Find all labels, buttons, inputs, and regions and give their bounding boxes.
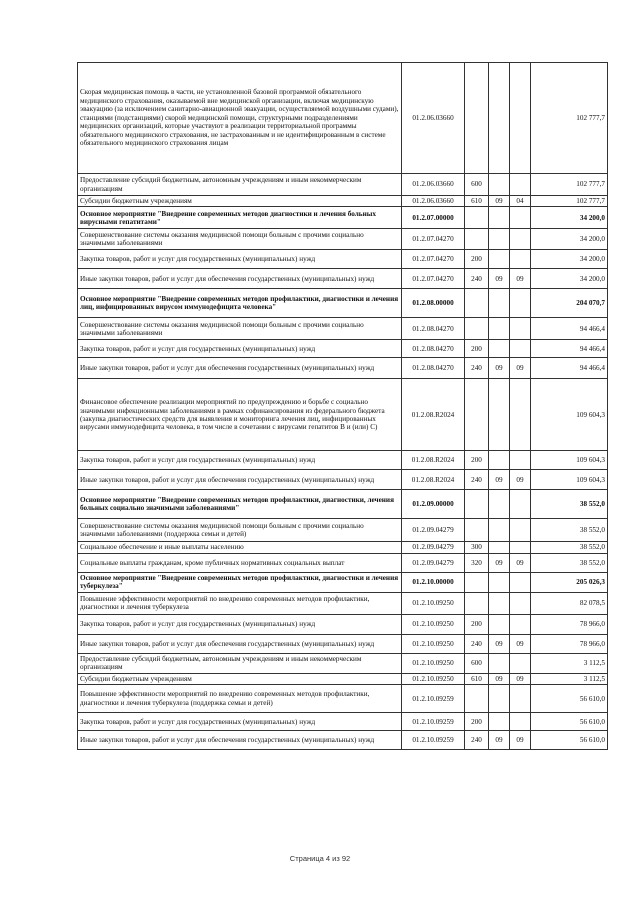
- row-amount: 56 610,0: [531, 731, 608, 750]
- row-code: 01.2.10.09250: [402, 673, 465, 684]
- row-code: 01.2.06.03660: [402, 174, 465, 196]
- table-row: [78, 379, 608, 451]
- table-row: [78, 207, 608, 229]
- row-section: 09: [489, 634, 510, 653]
- table-row: [78, 685, 608, 713]
- row-subsection: [510, 713, 531, 731]
- row-code: 01.2.10.09250: [402, 653, 465, 673]
- table-row: [78, 269, 608, 289]
- row-amount: 204 070,7: [531, 289, 608, 318]
- row-name: Предоставление субсидий бюджетным, автономным учреждениям и иным некоммерческим организациям: [78, 174, 402, 196]
- row-expense-type: [465, 207, 489, 229]
- row-subsection: [510, 519, 531, 542]
- row-name: Скорая медицинская помощь в части, не установленной базовой программой обязательного медицинского страхования, оказываемой вне медицинской организации, включая медицинскую эвакуацию (за исключением санитарно-авиационной эвакуации, осуществляемой воздушными судами), станциями (подстанциями) скорой медицинской помощи, структурными подразделениями медицинских организаций, которые участвуют в реализации территориальной программы обязательного медицинского страхования, не застрахованным и не идентифицированным в системе обязательного медицинского страхования лицам: [78, 63, 402, 174]
- row-expense-type: 200: [465, 451, 489, 470]
- row-name: Социальные выплаты гражданам, кроме публичных нормативных социальных выплат: [78, 553, 402, 572]
- row-amount: 3 112,5: [531, 653, 608, 673]
- row-expense-type: 240: [465, 358, 489, 379]
- row-section: [489, 340, 510, 358]
- row-expense-type: [465, 685, 489, 713]
- row-name: Предоставление субсидий бюджетным, автономным учреждениям и иным некоммерческим организациям: [78, 653, 402, 673]
- row-expense-type: 320: [465, 553, 489, 572]
- row-code: 01.2.08.04270: [402, 358, 465, 379]
- table-row: [78, 229, 608, 250]
- row-name: Социальное обеспечение и иные выплаты населению: [78, 542, 402, 553]
- row-expense-type: [465, 592, 489, 614]
- row-amount: 34 200,0: [531, 250, 608, 269]
- row-expense-type: [465, 379, 489, 451]
- row-expense-type: 200: [465, 614, 489, 634]
- row-name: Закупка товаров, работ и услуг для государственных (муниципальных) нужд: [78, 451, 402, 470]
- table-row: [78, 731, 608, 750]
- row-subsection: [510, 685, 531, 713]
- row-subsection: 09: [510, 358, 531, 379]
- row-section: 09: [489, 470, 510, 490]
- row-code: 01.2.10.09259: [402, 713, 465, 731]
- row-section: [489, 379, 510, 451]
- row-section: [489, 713, 510, 731]
- row-code: 01.2.10.09250: [402, 634, 465, 653]
- row-section: 09: [489, 358, 510, 379]
- row-code: 01.2.10.09250: [402, 592, 465, 614]
- row-amount: 109 604,3: [531, 470, 608, 490]
- row-code: 01.2.07.00000: [402, 207, 465, 229]
- row-expense-type: 300: [465, 542, 489, 553]
- row-expense-type: [465, 490, 489, 519]
- row-subsection: 09: [510, 553, 531, 572]
- row-code: 01.2.08.R2024: [402, 470, 465, 490]
- row-expense-type: 240: [465, 470, 489, 490]
- row-expense-type: 600: [465, 653, 489, 673]
- row-name: Закупка товаров, работ и услуг для государственных (муниципальных) нужд: [78, 250, 402, 269]
- row-subsection: [510, 451, 531, 470]
- row-code: 01.2.07.04270: [402, 269, 465, 289]
- row-section: 09: [489, 196, 510, 207]
- row-code: 01.2.09.00000: [402, 490, 465, 519]
- row-amount: 56 610,0: [531, 713, 608, 731]
- row-amount: 38 552,0: [531, 490, 608, 519]
- row-name: Основное мероприятие "Внедрение современных методов профилактики, диагностики и лечения туберкулеза": [78, 572, 402, 592]
- row-section: [489, 63, 510, 174]
- row-amount: 94 466,4: [531, 340, 608, 358]
- row-subsection: [510, 207, 531, 229]
- row-section: [489, 614, 510, 634]
- row-amount: 102 777,7: [531, 174, 608, 196]
- row-name: Иные закупки товаров, работ и услуг для обеспечения государственных (муниципальных) нужд: [78, 731, 402, 750]
- row-name: Повышение эффективности мероприятий по внедрению современных методов профилактики, диагностики и лечения туберкулеза (поддержка семьи и детей): [78, 685, 402, 713]
- row-subsection: 04: [510, 196, 531, 207]
- row-code: 01.2.08.R2024: [402, 451, 465, 470]
- row-amount: 102 777,7: [531, 196, 608, 207]
- row-subsection: [510, 379, 531, 451]
- row-subsection: 09: [510, 470, 531, 490]
- row-subsection: [510, 490, 531, 519]
- row-amount: 34 200,0: [531, 269, 608, 289]
- row-code: 01.2.08.R2024: [402, 379, 465, 451]
- row-name: Субсидии бюджетным учреждениям: [78, 673, 402, 684]
- row-expense-type: 610: [465, 673, 489, 684]
- table-row: [78, 592, 608, 614]
- row-name: Иные закупки товаров, работ и услуг для обеспечения государственных (муниципальных) нужд: [78, 358, 402, 379]
- row-section: [489, 174, 510, 196]
- row-subsection: 09: [510, 269, 531, 289]
- budget-page: [77, 62, 607, 750]
- row-amount: 78 966,0: [531, 614, 608, 634]
- row-subsection: [510, 63, 531, 174]
- row-code: 01.2.08.04270: [402, 318, 465, 340]
- row-expense-type: 600: [465, 174, 489, 196]
- row-expense-type: 610: [465, 196, 489, 207]
- table-row: [78, 63, 608, 174]
- row-subsection: 09: [510, 634, 531, 653]
- row-amount: 94 466,4: [531, 358, 608, 379]
- row-code: 01.2.10.09259: [402, 685, 465, 713]
- row-section: [489, 451, 510, 470]
- row-section: [489, 289, 510, 318]
- row-expense-type: 240: [465, 731, 489, 750]
- row-code: 01.2.07.04270: [402, 250, 465, 269]
- row-expense-type: 200: [465, 340, 489, 358]
- row-section: [489, 250, 510, 269]
- row-code: 01.2.06.03660: [402, 63, 465, 174]
- row-expense-type: [465, 289, 489, 318]
- row-name: Основное мероприятие "Внедрение современных методов профилактики, диагностики, лечения больных социально значимыми заболеваниями": [78, 490, 402, 519]
- table-row: [78, 542, 608, 553]
- row-section: [489, 685, 510, 713]
- row-name: Совершенствование системы оказания медицинской помощи больным с прочими социально значимыми заболеваниями (поддержка семьи и детей): [78, 519, 402, 542]
- row-section: 09: [489, 731, 510, 750]
- row-section: [489, 229, 510, 250]
- row-subsection: [510, 572, 531, 592]
- row-section: [489, 490, 510, 519]
- table-row: [78, 250, 608, 269]
- row-subsection: [510, 174, 531, 196]
- row-section: [489, 572, 510, 592]
- row-expense-type: 200: [465, 713, 489, 731]
- row-section: [489, 542, 510, 553]
- row-name: Субсидии бюджетным учреждениям: [78, 196, 402, 207]
- table-row: [78, 519, 608, 542]
- row-subsection: [510, 542, 531, 553]
- row-name: Иные закупки товаров, работ и услуг для обеспечения государственных (муниципальных) нужд: [78, 470, 402, 490]
- row-subsection: [510, 340, 531, 358]
- row-section: [489, 318, 510, 340]
- row-code: 01.2.09.04279: [402, 553, 465, 572]
- row-subsection: [510, 592, 531, 614]
- table-row: [78, 174, 608, 196]
- row-section: [489, 519, 510, 542]
- table-row: [78, 358, 608, 379]
- table-row: [78, 634, 608, 653]
- row-code: 01.2.10.09250: [402, 614, 465, 634]
- table-row: [78, 318, 608, 340]
- row-amount: 38 552,0: [531, 519, 608, 542]
- row-subsection: [510, 250, 531, 269]
- row-name: Финансовое обеспечение реализации мероприятий по предупреждению и борьбе с социально значимыми инфекционными заболеваниями в рамках софинансирования из федерального бюджета (закупка диагностических средств для выявления и мониторинга лечения лиц, инфицированных вирусами иммунодефицита человека, в том числе в сочетании с вирусами гепатитов В и (или) С): [78, 379, 402, 451]
- row-expense-type: [465, 519, 489, 542]
- row-expense-type: 200: [465, 250, 489, 269]
- table-row: [78, 490, 608, 519]
- row-section: 09: [489, 553, 510, 572]
- row-expense-type: 240: [465, 269, 489, 289]
- table-row: [78, 673, 608, 684]
- row-name: Закупка товаров, работ и услуг для государственных (муниципальных) нужд: [78, 340, 402, 358]
- row-subsection: [510, 318, 531, 340]
- row-amount: 34 200,0: [531, 229, 608, 250]
- table-row: [78, 553, 608, 572]
- budget-table: [77, 62, 608, 750]
- row-code: 01.2.08.04270: [402, 340, 465, 358]
- row-amount: 109 604,3: [531, 451, 608, 470]
- row-name: Иные закупки товаров, работ и услуг для обеспечения государственных (муниципальных) нужд: [78, 269, 402, 289]
- row-name: Основное мероприятие "Внедрение современных методов профилактики, диагностики и лечения лиц, инфицированных вирусом иммунодефицита человека": [78, 289, 402, 318]
- row-section: [489, 207, 510, 229]
- row-section: [489, 653, 510, 673]
- row-subsection: [510, 229, 531, 250]
- row-amount: 38 552,0: [531, 542, 608, 553]
- table-row: [78, 653, 608, 673]
- row-subsection: 09: [510, 731, 531, 750]
- row-amount: 205 026,3: [531, 572, 608, 592]
- row-code: 01.2.08.00000: [402, 289, 465, 318]
- row-amount: 3 112,5: [531, 673, 608, 684]
- row-code: 01.2.10.00000: [402, 572, 465, 592]
- table-row: [78, 196, 608, 207]
- table-row: [78, 713, 608, 731]
- page-footer: [0, 854, 640, 863]
- row-amount: 109 604,3: [531, 379, 608, 451]
- row-section: 09: [489, 269, 510, 289]
- row-amount: 38 552,0: [531, 553, 608, 572]
- row-name: Совершенствование системы оказания медицинской помощи больным с прочими социально значимыми заболеваниями: [78, 229, 402, 250]
- row-amount: 78 966,0: [531, 634, 608, 653]
- row-name: Повышение эффективности мероприятий по внедрению современных методов профилактики, диагностики и лечения туберкулеза: [78, 592, 402, 614]
- page-number-label: Страница 4 из 92: [289, 854, 351, 863]
- table-row: [78, 572, 608, 592]
- row-amount: 94 466,4: [531, 318, 608, 340]
- row-subsection: 09: [510, 673, 531, 684]
- row-expense-type: [465, 63, 489, 174]
- row-subsection: [510, 289, 531, 318]
- row-section: 09: [489, 673, 510, 684]
- row-amount: 56 610,0: [531, 685, 608, 713]
- row-amount: 34 200,0: [531, 207, 608, 229]
- row-code: 01.2.09.04279: [402, 519, 465, 542]
- row-amount: 82 078,5: [531, 592, 608, 614]
- row-expense-type: [465, 572, 489, 592]
- row-expense-type: [465, 229, 489, 250]
- row-code: 01.2.07.04270: [402, 229, 465, 250]
- row-name: Совершенствование системы оказания медицинской помощи больным с прочими социально значимыми заболеваниями: [78, 318, 402, 340]
- row-name: Закупка товаров, работ и услуг для государственных (муниципальных) нужд: [78, 614, 402, 634]
- row-code: 01.2.06.03660: [402, 196, 465, 207]
- row-name: Закупка товаров, работ и услуг для государственных (муниципальных) нужд: [78, 713, 402, 731]
- row-code: 01.2.09.04279: [402, 542, 465, 553]
- row-expense-type: [465, 318, 489, 340]
- table-row: [78, 470, 608, 490]
- row-code: 01.2.10.09259: [402, 731, 465, 750]
- table-row: [78, 340, 608, 358]
- row-section: [489, 592, 510, 614]
- row-subsection: [510, 653, 531, 673]
- row-name: Иные закупки товаров, работ и услуг для обеспечения государственных (муниципальных) нужд: [78, 634, 402, 653]
- row-expense-type: 240: [465, 634, 489, 653]
- row-subsection: [510, 614, 531, 634]
- row-amount: 102 777,7: [531, 63, 608, 174]
- row-name: Основное мероприятие "Внедрение современных методов диагностики и лечения больных вирусными гепатитами": [78, 207, 402, 229]
- table-row: [78, 289, 608, 318]
- table-row: [78, 614, 608, 634]
- budget-table-body: [78, 63, 608, 750]
- table-row: [78, 451, 608, 470]
